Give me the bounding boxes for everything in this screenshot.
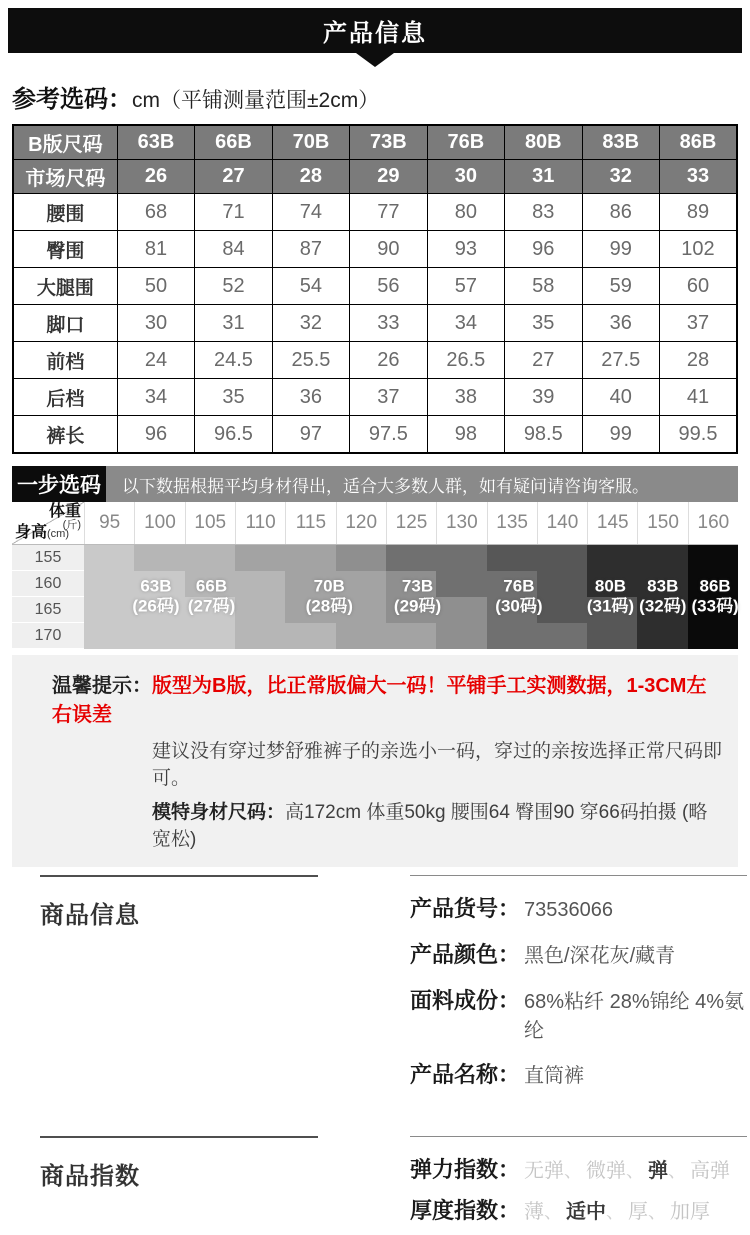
divider-right-2: [410, 1136, 747, 1235]
product-info-title: 商品信息: [40, 902, 140, 929]
band-cell: [436, 545, 486, 571]
index-separator: 、: [626, 1161, 645, 1181]
weight-column-header: 135: [487, 502, 537, 544]
measure-value: 60: [659, 268, 737, 305]
product-info-left: [0, 875, 410, 1104]
weight-column-header: 140: [537, 502, 587, 544]
measure-value: 34: [117, 379, 194, 416]
measure-label: 裤长: [13, 416, 117, 454]
measure-value: 81: [117, 231, 194, 268]
band-market-size: (29码): [393, 596, 442, 616]
band-cell: [235, 545, 285, 571]
measure-value: 41: [659, 379, 737, 416]
info-value: 直筒裤: [524, 1065, 585, 1087]
measure-value: 40: [582, 379, 659, 416]
info-row: [410, 984, 747, 1043]
measure-value: 57: [427, 268, 504, 305]
info-label: 面料成份：: [410, 988, 521, 1013]
band-cell: [386, 597, 436, 623]
measure-value: 90: [350, 231, 427, 268]
product-info-section: [0, 875, 750, 1104]
size-table-row: [13, 268, 737, 305]
measure-value: 68: [117, 194, 194, 231]
band-cell: [185, 571, 235, 597]
measure-value: 97: [272, 416, 349, 454]
size-header-value: 70B: [272, 125, 349, 160]
height-row: [12, 545, 738, 571]
height-row: [12, 623, 738, 649]
band-cell: [134, 597, 184, 623]
measure-value: 54: [272, 268, 349, 305]
index-option: 适中: [566, 1201, 607, 1223]
triangle-pointer-icon: [356, 53, 394, 67]
weight-column-header: 110: [235, 502, 285, 544]
tips-line-2: 建议没有穿过梦舒雅裤子的亲选小一码，穿过的亲按选择正常尺码即可。: [152, 741, 723, 789]
band-cell: [336, 545, 386, 571]
band-cell: [436, 597, 486, 623]
product-info-page: [0, 8, 750, 1223]
size-header-value: 28: [272, 160, 349, 194]
size-header-row: [13, 125, 737, 160]
tips-line-3: [152, 797, 722, 851]
band-cell: [336, 571, 386, 597]
product-index-left: [0, 1136, 410, 1235]
weight-column-header: 100: [134, 502, 184, 544]
measure-value: 96: [505, 231, 582, 268]
corner-weight-label: 体重 (斤): [48, 503, 81, 531]
band-cell: [185, 545, 235, 571]
size-header-value: 86B: [659, 125, 737, 160]
band-cell: [386, 571, 436, 597]
band-cell: [688, 571, 738, 597]
band-cell: [235, 571, 285, 597]
band-cell: [587, 623, 637, 649]
measure-value: 34: [427, 305, 504, 342]
index-row: [410, 1194, 747, 1225]
size-header-value: 26: [117, 160, 194, 194]
band-cell: [537, 623, 587, 649]
info-value: 黑色/深花灰/藏青: [524, 945, 676, 967]
band-size: 66B: [195, 576, 228, 596]
measure-value: 35: [195, 379, 272, 416]
size-header-label: 市场尺码: [13, 160, 117, 194]
measure-value: 39: [505, 379, 582, 416]
band-size: 70B: [313, 576, 345, 596]
measure-value: 96.5: [195, 416, 272, 454]
measure-label: 大腿围: [13, 268, 117, 305]
tips-line-1: [52, 669, 722, 727]
measure-value: 26.5: [427, 342, 504, 379]
size-header-value: 80B: [505, 125, 582, 160]
size-header-value: 30: [427, 160, 504, 194]
measure-value: 59: [582, 268, 659, 305]
band-cell: [185, 623, 235, 649]
size-header-value: 83B: [582, 125, 659, 160]
band-cell: [688, 545, 738, 571]
info-label: 产品颜色：: [410, 942, 521, 967]
band-cell: [587, 545, 637, 571]
index-option: 高弹: [690, 1160, 731, 1182]
band-cell: [235, 597, 285, 623]
index-row: [410, 1153, 747, 1184]
measure-value: 77: [350, 194, 427, 231]
one-step-bar: [12, 466, 738, 502]
size-band-grid-body: [12, 545, 738, 649]
band-cell: [637, 623, 687, 649]
band-cell: [637, 571, 687, 597]
measure-value: 80: [427, 194, 504, 231]
tips-red-text: 版型为B版，比正常版偏大一码！平铺手工实测数据，1-3CM左右误差: [52, 675, 707, 726]
size-table-row: [13, 194, 737, 231]
measure-value: 52: [195, 268, 272, 305]
height-row: [12, 597, 738, 623]
info-row: [410, 892, 747, 923]
info-label: 产品名称：: [410, 1062, 521, 1087]
weight-column-header: 105: [185, 502, 235, 544]
band-cell: [688, 597, 738, 623]
band-market-size: (32码): [639, 596, 687, 616]
index-option: 加厚: [670, 1201, 711, 1223]
size-header-value: 66B: [195, 125, 272, 160]
measure-value: 83: [505, 194, 582, 231]
band-size: 80B: [594, 576, 627, 596]
product-index-title: 商品指数: [40, 1163, 140, 1190]
measure-value: 37: [350, 379, 427, 416]
index-separator: 、: [648, 1202, 667, 1222]
measure-value: 25.5: [272, 342, 349, 379]
divider-left-2: [40, 1136, 318, 1191]
index-separator: 、: [606, 1202, 625, 1222]
band-market-size: (30码): [495, 596, 543, 616]
weight-column-header: 150: [637, 502, 687, 544]
divider-right: [410, 875, 747, 1104]
band-size: 63B: [140, 576, 172, 596]
measure-value: 96: [117, 416, 194, 454]
tips-panel: [12, 655, 738, 867]
band-cell: [84, 571, 134, 597]
size-header-value: 29: [350, 160, 427, 194]
measure-value: 98: [427, 416, 504, 454]
info-row: [410, 1058, 747, 1089]
band-cell: [336, 623, 386, 649]
band-market-size: (27码): [187, 596, 236, 616]
band-cell: [688, 623, 738, 649]
product-index-section: [0, 1136, 750, 1235]
height-row-label: 155: [12, 545, 84, 571]
size-header-value: 63B: [117, 125, 194, 160]
measure-value: 87: [272, 231, 349, 268]
measure-value: 27.5: [582, 342, 659, 379]
info-value: 68%粘纤 28%锦纶 4%氨纶: [524, 991, 745, 1042]
size-header-value: 27: [195, 160, 272, 194]
size-header-label: B版尺码: [13, 125, 117, 160]
model-size-label: 模特身材尺码：: [152, 802, 286, 823]
measure-value: 97.5: [350, 416, 427, 454]
one-step-note: 以下数据根据平均身材得出，适合大多数人群，如有疑问请咨询客服。: [106, 466, 738, 502]
measure-value: 32: [272, 305, 349, 342]
measure-value: 102: [659, 231, 737, 268]
measure-value: 37: [659, 305, 737, 342]
weight-height-corner-cell: [12, 502, 84, 544]
info-label: 产品货号：: [410, 896, 521, 921]
band-cell: [537, 597, 587, 623]
measure-value: 99: [582, 416, 659, 454]
measure-value: 98.5: [505, 416, 582, 454]
size-table-row: [13, 342, 737, 379]
measure-label: 前档: [13, 342, 117, 379]
measure-value: 50: [117, 268, 194, 305]
band-cell: [134, 571, 184, 597]
band-cell: [336, 597, 386, 623]
measure-value: 38: [427, 379, 504, 416]
size-header-row: [13, 160, 737, 194]
band-market-size: (28码): [305, 596, 353, 616]
measure-label: 腰围: [13, 194, 117, 231]
measure-value: 84: [195, 231, 272, 268]
info-row: [410, 938, 747, 969]
weight-column-header: 130: [436, 502, 486, 544]
band-cell: [285, 571, 335, 597]
one-step-section: [12, 466, 738, 649]
measure-value: 71: [195, 194, 272, 231]
band-cell: [285, 597, 335, 623]
size-header-value: 31: [505, 160, 582, 194]
banner-title: 产品信息: [323, 20, 427, 47]
weight-column-header: 145: [587, 502, 637, 544]
band-cell: [386, 545, 436, 571]
measure-value: 35: [505, 305, 582, 342]
band-size: 76B: [503, 576, 535, 596]
band-cell: [285, 545, 335, 571]
height-row-label: 170: [12, 623, 84, 649]
band-cell: [487, 545, 537, 571]
band-cell: [84, 623, 134, 649]
tips-label: 温馨提示：: [52, 675, 152, 697]
model-size-value: 高172cm 体重50kg 腰围64 臀围90 穿66码拍摄 (略宽松): [152, 802, 708, 850]
size-table-row: [13, 416, 737, 454]
band-market-size: (26码): [132, 596, 180, 616]
weight-column-header: 125: [386, 502, 436, 544]
size-header-value: 76B: [427, 125, 504, 160]
band-size: 83B: [647, 576, 679, 596]
measure-label: 后档: [13, 379, 117, 416]
band-cell: [436, 623, 486, 649]
size-header-value: 32: [582, 160, 659, 194]
size-chart-table: [12, 124, 738, 454]
weight-column-header: 120: [336, 502, 386, 544]
measure-value: 24.5: [195, 342, 272, 379]
band-cell: [487, 597, 537, 623]
size-table-row: [13, 305, 737, 342]
band-cell: [84, 597, 134, 623]
height-row-label: 165: [12, 597, 84, 623]
band-cell: [537, 571, 587, 597]
measure-value: 74: [272, 194, 349, 231]
measure-value: 36: [582, 305, 659, 342]
one-step-tag: 一步选码: [12, 466, 106, 502]
height-row: [12, 571, 738, 597]
measure-label: 脚口: [13, 305, 117, 342]
weight-column-header: 160: [688, 502, 738, 544]
index-option: 厚: [628, 1201, 649, 1223]
index-label: 厚度指数：: [410, 1198, 521, 1223]
measure-value: 99: [582, 231, 659, 268]
measure-label: 臀围: [13, 231, 117, 268]
measure-value: 93: [427, 231, 504, 268]
size-header-value: 73B: [350, 125, 427, 160]
measure-value: 30: [117, 305, 194, 342]
index-option: 弹: [648, 1160, 669, 1182]
corner-height-label: 身高(cm): [15, 524, 70, 541]
divider-left: [40, 875, 318, 930]
size-table-row: [13, 231, 737, 268]
index-option: 无弹: [524, 1160, 565, 1182]
measure-value: 56: [350, 268, 427, 305]
weight-height-grid: [12, 502, 738, 649]
measure-value: 26: [350, 342, 427, 379]
band-cell: [537, 545, 587, 571]
measure-value: 99.5: [659, 416, 737, 454]
measure-value: 28: [659, 342, 737, 379]
measure-value: 31: [195, 305, 272, 342]
index-option: 薄: [524, 1201, 545, 1223]
band-cell: [637, 545, 687, 571]
index-label: 弹力指数：: [410, 1157, 521, 1182]
weight-header-row: [12, 502, 738, 545]
size-header-value: 33: [659, 160, 737, 194]
measure-value: 36: [272, 379, 349, 416]
band-cell: [235, 623, 285, 649]
measure-value: 89: [659, 194, 737, 231]
product-info-banner: [8, 8, 742, 53]
product-info-rows: [410, 892, 747, 1089]
product-index-rows: [410, 1153, 747, 1225]
band-cell: [587, 597, 637, 623]
heading-unit-note: cm（平铺测量范围±2cm）: [132, 89, 380, 112]
measure-value: 86: [582, 194, 659, 231]
size-table-row: [13, 379, 737, 416]
band-size: 86B: [699, 576, 731, 596]
size-reference-heading: [12, 79, 750, 114]
band-cell: [386, 623, 436, 649]
heading-label: 参考选码：: [12, 86, 132, 113]
band-cell: [487, 623, 537, 649]
index-separator: 、: [668, 1161, 687, 1181]
weight-column-header: 95: [84, 502, 134, 544]
band-size: 73B: [401, 576, 434, 596]
info-value: 73536066: [524, 899, 613, 921]
band-cell: [134, 545, 184, 571]
band-cell: [285, 623, 335, 649]
weight-column-header: 115: [285, 502, 335, 544]
band-cell: [587, 571, 637, 597]
measure-value: 27: [505, 342, 582, 379]
band-cell: [185, 597, 235, 623]
measure-value: 24: [117, 342, 194, 379]
band-market-size: (33码): [691, 596, 739, 616]
index-separator: 、: [544, 1202, 563, 1222]
band-cell: [134, 623, 184, 649]
height-row-label: 160: [12, 571, 84, 597]
band-cell: [487, 571, 537, 597]
measure-value: 58: [505, 268, 582, 305]
band-cell: [84, 545, 134, 571]
index-separator: 、: [564, 1161, 583, 1181]
band-cell: [436, 571, 486, 597]
band-cell: [637, 597, 687, 623]
index-option: 微弹: [586, 1160, 627, 1182]
band-market-size: (31码): [586, 596, 635, 616]
measure-value: 33: [350, 305, 427, 342]
